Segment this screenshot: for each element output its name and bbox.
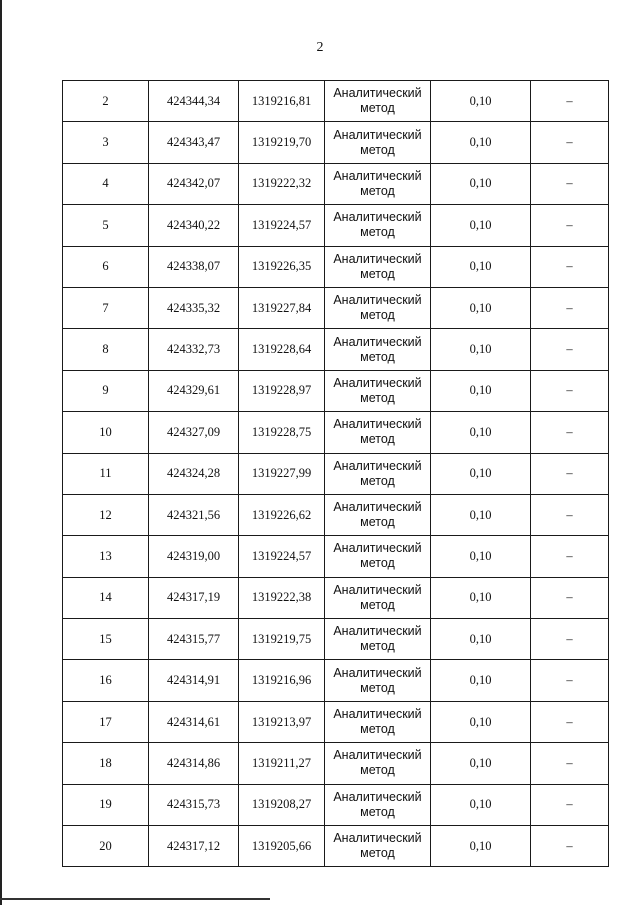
accuracy-cell: 0,10: [431, 619, 531, 660]
method-line-2: метод: [360, 680, 395, 695]
method-cell: [325, 494, 431, 535]
method-line-2: метод: [360, 846, 395, 861]
x-coordinate-cell: 424324,28: [149, 453, 239, 494]
table-row: [63, 287, 609, 328]
coordinates-table-body: [63, 81, 609, 867]
table-row: [63, 577, 609, 618]
method-line-2: метод: [360, 390, 395, 405]
method-line-1: Аналитический: [333, 417, 422, 432]
point-number-cell: 10: [63, 412, 149, 453]
method-line-1: Аналитический: [333, 500, 422, 515]
point-number-cell: 18: [63, 743, 149, 784]
table-row: [63, 205, 609, 246]
x-coordinate-cell: 424332,73: [149, 329, 239, 370]
table-row: [63, 329, 609, 370]
accuracy-cell: 0,10: [431, 701, 531, 742]
y-coordinate-cell: 1319224,57: [239, 536, 325, 577]
y-coordinate-cell: 1319227,99: [239, 453, 325, 494]
method-line-2: метод: [360, 308, 395, 323]
method-cell: [325, 660, 431, 701]
method-line-1: Аналитический: [333, 707, 422, 722]
method-line-1: Аналитический: [333, 251, 422, 266]
x-coordinate-cell: 424344,34: [149, 81, 239, 122]
method-line-2: метод: [360, 639, 395, 654]
method-line-1: Аналитический: [333, 831, 422, 846]
coordinates-table: [62, 80, 609, 867]
note-cell: –: [531, 784, 609, 825]
method-cell: [325, 370, 431, 411]
method-line-1: Аналитический: [333, 541, 422, 556]
method-line-2: метод: [360, 515, 395, 530]
method-line-1: Аналитический: [333, 789, 422, 804]
method-line-2: метод: [360, 804, 395, 819]
x-coordinate-cell: 424327,09: [149, 412, 239, 453]
note-cell: –: [531, 205, 609, 246]
table-row: [63, 826, 609, 867]
point-number-cell: 2: [63, 81, 149, 122]
method-cell: [325, 329, 431, 370]
method-line-2: метод: [360, 432, 395, 447]
table-row: [63, 784, 609, 825]
method-line-1: Аналитический: [333, 624, 422, 639]
method-cell: [325, 743, 431, 784]
method-cell: [325, 619, 431, 660]
method-cell: [325, 536, 431, 577]
accuracy-cell: 0,10: [431, 453, 531, 494]
table-row: [63, 660, 609, 701]
point-number-cell: 17: [63, 701, 149, 742]
method-cell: [325, 246, 431, 287]
accuracy-cell: 0,10: [431, 287, 531, 328]
x-coordinate-cell: 424335,32: [149, 287, 239, 328]
note-cell: –: [531, 329, 609, 370]
method-cell: [325, 163, 431, 204]
y-coordinate-cell: 1319226,62: [239, 494, 325, 535]
table-row: [63, 412, 609, 453]
page-bottom-line: [0, 898, 270, 900]
table-row: [63, 122, 609, 163]
method-line-2: метод: [360, 722, 395, 737]
point-number-cell: 5: [63, 205, 149, 246]
note-cell: –: [531, 370, 609, 411]
x-coordinate-cell: 424317,19: [149, 577, 239, 618]
table-row: [63, 619, 609, 660]
accuracy-cell: 0,10: [431, 577, 531, 618]
note-cell: –: [531, 246, 609, 287]
y-coordinate-cell: 1319216,81: [239, 81, 325, 122]
method-line-2: метод: [360, 763, 395, 778]
note-cell: –: [531, 577, 609, 618]
point-number-cell: 20: [63, 826, 149, 867]
y-coordinate-cell: 1319219,70: [239, 122, 325, 163]
note-cell: –: [531, 163, 609, 204]
y-coordinate-cell: 1319226,35: [239, 246, 325, 287]
method-line-2: метод: [360, 473, 395, 488]
table-row: [63, 494, 609, 535]
y-coordinate-cell: 1319205,66: [239, 826, 325, 867]
note-cell: –: [531, 660, 609, 701]
point-number-cell: 11: [63, 453, 149, 494]
method-line-1: Аналитический: [333, 748, 422, 763]
point-number-cell: 15: [63, 619, 149, 660]
method-cell: [325, 122, 431, 163]
x-coordinate-cell: 424314,61: [149, 701, 239, 742]
y-coordinate-cell: 1319213,97: [239, 701, 325, 742]
y-coordinate-cell: 1319228,75: [239, 412, 325, 453]
point-number-cell: 3: [63, 122, 149, 163]
method-line-2: метод: [360, 142, 395, 157]
note-cell: –: [531, 536, 609, 577]
accuracy-cell: 0,10: [431, 370, 531, 411]
method-line-1: Аналитический: [333, 86, 422, 101]
accuracy-cell: 0,10: [431, 784, 531, 825]
table-row: [63, 453, 609, 494]
table-row: [63, 81, 609, 122]
note-cell: –: [531, 412, 609, 453]
note-cell: –: [531, 826, 609, 867]
method-cell: [325, 826, 431, 867]
x-coordinate-cell: 424315,77: [149, 619, 239, 660]
method-line-2: метод: [360, 349, 395, 364]
y-coordinate-cell: 1319227,84: [239, 287, 325, 328]
page-number: 2: [316, 40, 324, 55]
note-cell: –: [531, 619, 609, 660]
note-cell: –: [531, 743, 609, 784]
y-coordinate-cell: 1319216,96: [239, 660, 325, 701]
accuracy-cell: 0,10: [431, 81, 531, 122]
table-row: [63, 370, 609, 411]
method-line-2: метод: [360, 225, 395, 240]
point-number-cell: 4: [63, 163, 149, 204]
method-line-1: Аналитический: [333, 210, 422, 225]
point-number-cell: 19: [63, 784, 149, 825]
point-number-cell: 16: [63, 660, 149, 701]
x-coordinate-cell: 424329,61: [149, 370, 239, 411]
table-row: [63, 246, 609, 287]
x-coordinate-cell: 424321,56: [149, 494, 239, 535]
y-coordinate-cell: 1319224,57: [239, 205, 325, 246]
note-cell: –: [531, 81, 609, 122]
method-cell: [325, 287, 431, 328]
y-coordinate-cell: 1319228,97: [239, 370, 325, 411]
point-number-cell: 9: [63, 370, 149, 411]
method-cell: [325, 453, 431, 494]
method-cell: [325, 784, 431, 825]
x-coordinate-cell: 424342,07: [149, 163, 239, 204]
note-cell: –: [531, 701, 609, 742]
accuracy-cell: 0,10: [431, 536, 531, 577]
y-coordinate-cell: 1319219,75: [239, 619, 325, 660]
method-line-1: Аналитический: [333, 375, 422, 390]
accuracy-cell: 0,10: [431, 412, 531, 453]
table-row: [63, 536, 609, 577]
point-number-cell: 6: [63, 246, 149, 287]
point-number-cell: 14: [63, 577, 149, 618]
method-cell: [325, 412, 431, 453]
y-coordinate-cell: 1319208,27: [239, 784, 325, 825]
note-cell: –: [531, 494, 609, 535]
table-row: [63, 701, 609, 742]
accuracy-cell: 0,10: [431, 122, 531, 163]
method-line-1: Аналитический: [333, 665, 422, 680]
table-row: [63, 743, 609, 784]
x-coordinate-cell: 424315,73: [149, 784, 239, 825]
method-line-1: Аналитический: [333, 582, 422, 597]
accuracy-cell: 0,10: [431, 163, 531, 204]
method-line-2: метод: [360, 597, 395, 612]
x-coordinate-cell: 424314,86: [149, 743, 239, 784]
note-cell: –: [531, 453, 609, 494]
method-line-1: Аналитический: [333, 458, 422, 473]
method-cell: [325, 81, 431, 122]
note-cell: –: [531, 122, 609, 163]
x-coordinate-cell: 424343,47: [149, 122, 239, 163]
point-number-cell: 8: [63, 329, 149, 370]
note-cell: –: [531, 287, 609, 328]
y-coordinate-cell: 1319211,27: [239, 743, 325, 784]
x-coordinate-cell: 424340,22: [149, 205, 239, 246]
method-line-1: Аналитический: [333, 293, 422, 308]
method-line-2: метод: [360, 183, 395, 198]
x-coordinate-cell: 424317,12: [149, 826, 239, 867]
point-number-cell: 12: [63, 494, 149, 535]
accuracy-cell: 0,10: [431, 205, 531, 246]
accuracy-cell: 0,10: [431, 494, 531, 535]
accuracy-cell: 0,10: [431, 743, 531, 784]
y-coordinate-cell: 1319222,32: [239, 163, 325, 204]
y-coordinate-cell: 1319222,38: [239, 577, 325, 618]
x-coordinate-cell: 424319,00: [149, 536, 239, 577]
page-left-edge: [0, 0, 2, 905]
method-line-1: Аналитический: [333, 168, 422, 183]
method-line-1: Аналитический: [333, 334, 422, 349]
accuracy-cell: 0,10: [431, 826, 531, 867]
point-number-cell: 7: [63, 287, 149, 328]
method-line-1: Аналитический: [333, 127, 422, 142]
x-coordinate-cell: 424314,91: [149, 660, 239, 701]
x-coordinate-cell: 424338,07: [149, 246, 239, 287]
accuracy-cell: 0,10: [431, 246, 531, 287]
table-row: [63, 163, 609, 204]
accuracy-cell: 0,10: [431, 660, 531, 701]
method-line-2: метод: [360, 266, 395, 281]
method-line-2: метод: [360, 556, 395, 571]
method-line-2: метод: [360, 101, 395, 116]
method-cell: [325, 205, 431, 246]
method-cell: [325, 701, 431, 742]
method-cell: [325, 577, 431, 618]
accuracy-cell: 0,10: [431, 329, 531, 370]
point-number-cell: 13: [63, 536, 149, 577]
y-coordinate-cell: 1319228,64: [239, 329, 325, 370]
